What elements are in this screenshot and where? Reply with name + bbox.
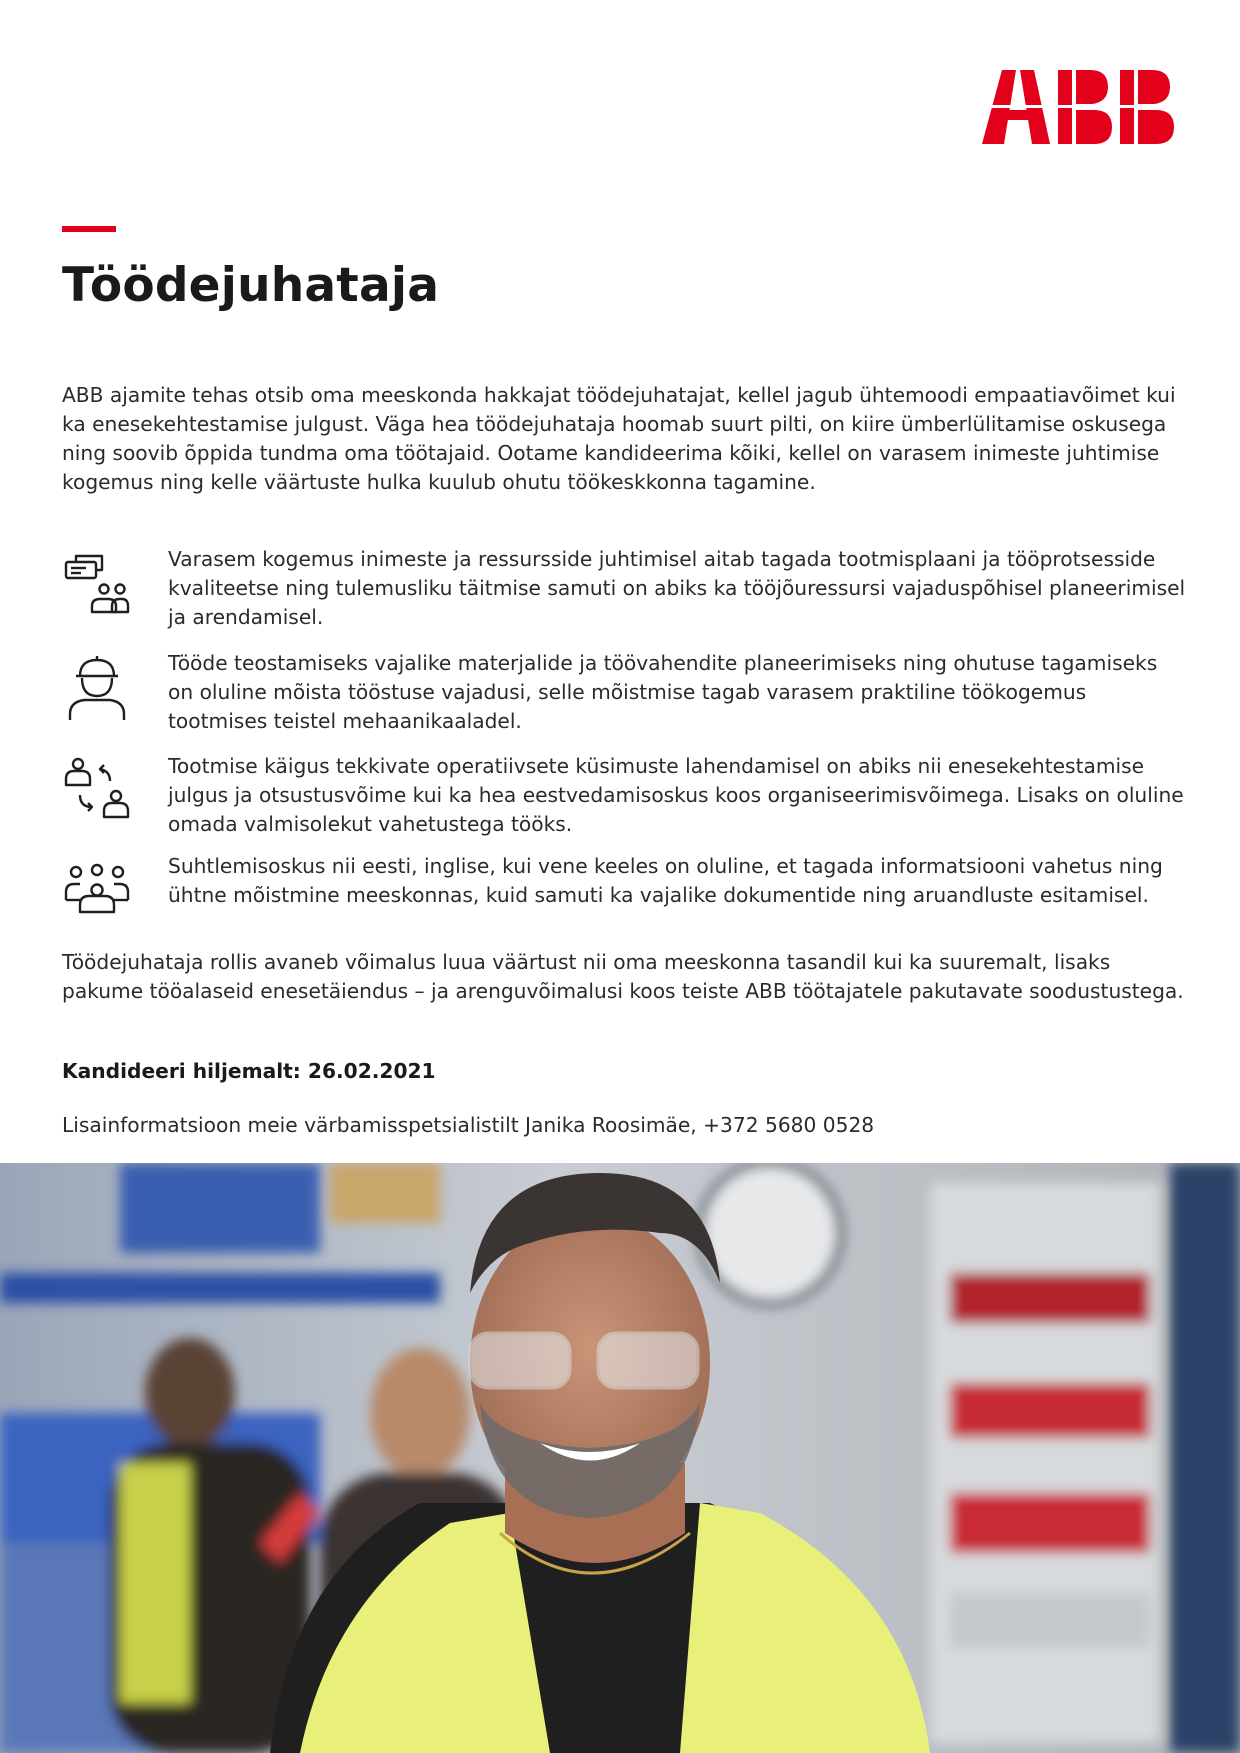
application-deadline: Kandideeri hiljemalt: 26.02.2021 bbox=[62, 1059, 436, 1083]
feature-text: Tööde teostamiseks vajalike materjalide ja töövahendite planeerimiseks ning ohutuse tagamiseks on oluline mõista tööstuse vajadusi, selle mõistmise tagab varasem praktiline töökogemus tootmises teistel mehaanikaaladel. bbox=[168, 651, 1158, 733]
page-title: Töödejuhataja bbox=[62, 258, 440, 313]
feature-text: Tootmise käigus tekkivate operatiivsete küsimuste lahendamisel on abiks nii enesekehtestamise julgus ja otsustusvõime kui ka hea eestvedamisoskus koos organiseerimisvõimega. Lisaks on oluline omada valmisolekut vahetustega tööks. bbox=[168, 754, 1184, 836]
feature-text: Suhtlemisoskus nii eesti, inglise, kui vene keeles on oluline, et tagada informatsiooni vahetus ning ühtne mõistmine meeskonnas, kuid samuti ka vajalike dokumentide ning aruandluste esitamisel. bbox=[168, 854, 1163, 907]
feature-text: Varasem kogemus inimeste ja ressursside juhtimisel aitab tagada tootmisplaani ja tööprotsesside kvaliteetse ning tulemusliku täitmise samuti on abiks ka tööjõuressursi vajaduspõhisel planeerimisel ja arendamisel. bbox=[168, 547, 1186, 629]
people-exchange-icon bbox=[62, 755, 132, 825]
closing-paragraph: Töödejuhataja rollis avaneb võimalus luua väärtust nii oma meeskonna tasandil kui ka suuremalt, lisaks pakume tööalaseid enesetäiendus – ja arenguvõimalusi koos teiste ABB töötajatele pakutavate soodustustega. bbox=[62, 950, 1184, 1003]
team-management-icon bbox=[62, 548, 132, 618]
group-icon bbox=[62, 858, 132, 928]
contact-info: Lisainformatsioon meie värbamisspetsialistilt Janika Roosimäe, +372 5680 0528 bbox=[62, 1113, 875, 1137]
abb-logo bbox=[982, 70, 1178, 144]
factory-worker-photo bbox=[0, 1163, 1240, 1753]
intro-paragraph: ABB ajamite tehas otsib oma meeskonda hakkajat töödejuhatajat, kellel jagub ühtemoodi empaatiavõimet kui ka enesekehtestamise julgust. Väga hea töödejuhataja hoomab suurt pilti, on kiire ümberlülitamise oskusega ning soovib õppida tundma oma töötajaid. Ootame kandideerima kõiki, kellel on varasem inimeste juhtimise kogemus ning kelle väärtuste hulka kuulub ohutu töökeskkonna tagamine. bbox=[62, 383, 1176, 494]
title-accent-bar bbox=[62, 226, 116, 232]
worker-hardhat-icon bbox=[62, 652, 132, 722]
